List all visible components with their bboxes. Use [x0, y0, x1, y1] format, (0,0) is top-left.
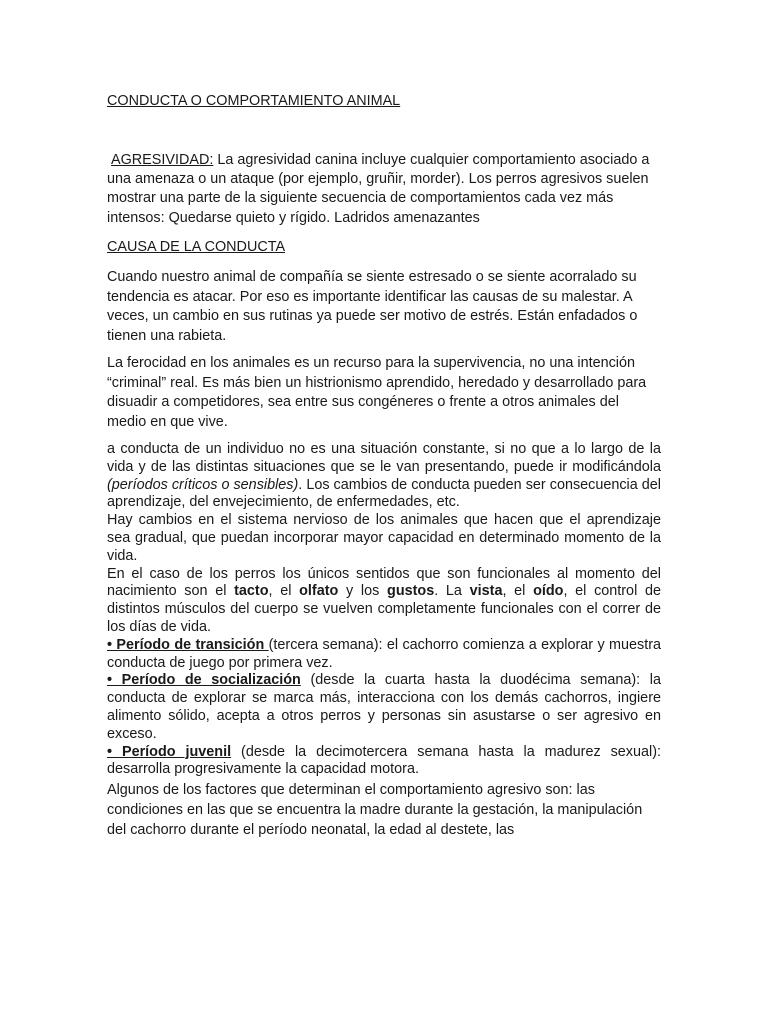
agresividad-label: AGRESIVIDAD: [111, 152, 214, 168]
conducta-italic: (períodos críticos o sensibles) [107, 476, 299, 493]
sep-text: y los [338, 583, 388, 600]
juvenil-text: (desde la decimotercera semana hasta la madurez sexual): desarrolla progresivamente la capacidad motora. [107, 743, 661, 778]
oido-term: oído [533, 583, 564, 600]
cambios-paragraph: Hay cambios en el sistema nervioso de los animales que hacen que el aprendizaje sea gradual, que puedan incorporar mayor capacidad en determinado momento de la vida. [107, 512, 661, 564]
socializacion-item [107, 672, 661, 743]
agresividad-paragraph [107, 151, 662, 228]
juvenil-item [107, 744, 661, 780]
sep-text: , el [502, 583, 534, 600]
sep-text: , el [268, 583, 300, 600]
gustos-term: gustos [387, 583, 435, 600]
document-title: CONDUCTA O COMPORTAMIENTO ANIMAL [107, 93, 401, 109]
paragraph-2: La ferocidad en los animales es un recurso para la supervivencia, no una intención “criminal” real. Es más bien un histrionismo aprendido, heredado y desarrollado para disuadir a competidores, sea entre sus congéneres o frente a otros animales del medio en que vive. [107, 355, 647, 430]
paragraph-1: Cuando nuestro animal de compañía se siente estresado o se siente acorralado su tendencia es atacar. Por eso es importante identificar las causas de su malestar. A veces, un cambio en sus rutinas ya puede ser motivo de estrés. Están enfadados o tienen una rabieta. [107, 269, 638, 344]
conducta-text: a conducta de un individuo no es una situación constante, si no que a lo largo de la vida y de las distintas situaciones que se le van presentando, puede ir modificándola [107, 441, 661, 475]
socializacion-text: (desde la cuarta hasta la duodécima semana): la conducta de explorar se marca más, interacciona con los demás cachorros, ingiere alimento sólido, acepta a otros perros y personas sin asustarse o ser agresivo en exceso. [107, 672, 661, 742]
sentidos-text-end: , el control de distintos músculos del cuerpo se vuelven completamente funcionales con el correr de los días de vida. [107, 583, 661, 635]
conducta-paragraph [107, 441, 661, 512]
transicion-text: (tercera semana): el cachorro comienza a explorar y muestra conducta de juego por primera vez. [107, 636, 661, 671]
conducta-text-end: . Los cambios de conducta pueden ser consecuencia del aprendizaje, del envejecimiento, de enfermedades, etc. [107, 476, 662, 511]
tacto-term: tacto [234, 583, 269, 600]
paragraph-3 [107, 441, 661, 779]
sentidos-paragraph [107, 566, 661, 637]
juvenil-label: • Período juvenil [107, 743, 232, 760]
agresividad-text: La agresividad canina incluye cualquier comportamiento asociado a una amenaza o un ataque (por ejemplo, gruñir, morder). Los perros agresivos suelen mostrar una parte de la siguiente secuencia de comportamientos cada vez más intensos: Quedarse quieto y rígido. Ladridos amenazantes [107, 152, 650, 226]
socializacion-label: • Período de socialización [107, 672, 301, 689]
sentidos-text: En el caso de los perros los únicos sentidos que son funcionales al momento del nacimiento son el [107, 565, 661, 600]
sep-text: . La [434, 583, 470, 600]
causa-heading: CAUSA DE LA CONDUCTA [107, 239, 286, 255]
vista-term: vista [469, 583, 503, 600]
olfato-term: olfato [299, 583, 339, 600]
paragraph-4: Algunos de los factores que determinan el comportamiento agresivo son: las condiciones en las que se encuentra la madre durante la gestación, la manipulación del cachorro durante el período neonatal, la edad al destete, las [107, 782, 643, 838]
transicion-item [107, 637, 661, 673]
transicion-label: • Período de transición [107, 636, 269, 653]
